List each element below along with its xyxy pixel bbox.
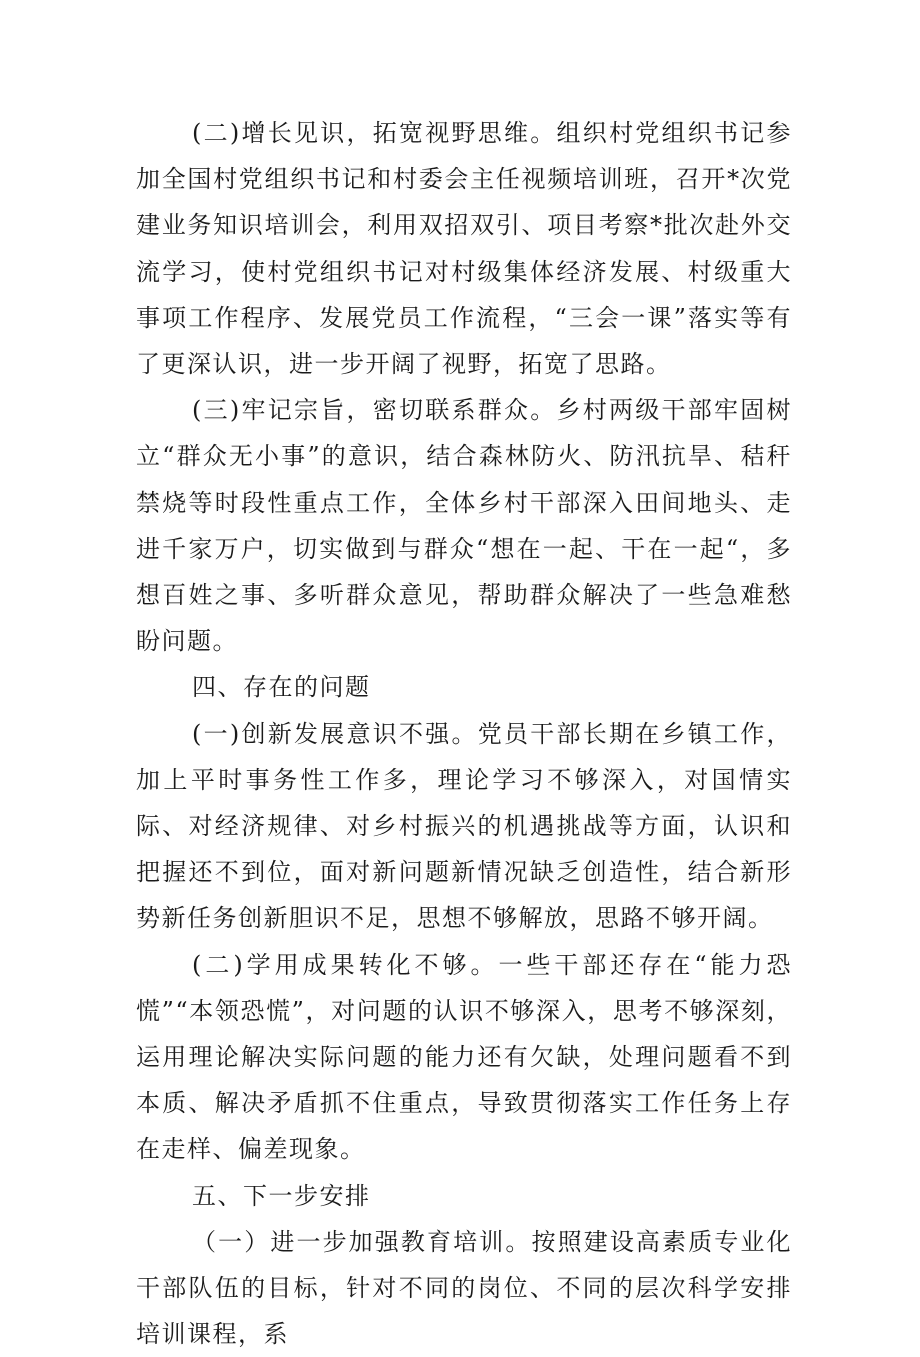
paragraph-learning-application: (二)学用成果转化不够。一些干部还存在“能力恐慌”“本领恐慌”，对问题的认识不够深入，思考不够深刻，运用理论解决实际问题的能力还有欠缺，处理问题看不到本质、解决矛盾抓不住重点，导致贯彻落实工作任务上存在走样、偏差现象。: [136, 950, 792, 1164]
section-heading-problems: 四、存在的问题: [192, 673, 371, 702]
section-heading-next-steps: 五、下一步安排: [192, 1181, 371, 1210]
paragraph-education-training: （一）进一步加强教育培训。按照建设高素质专业化干部队伍的目标，针对不同的岗位、不同的层次科学安排培训课程，系: [136, 1227, 792, 1349]
paragraph-broaden-horizons: (二)增长见识，拓宽视野思维。组织村党组织书记参加全国村党组织书记和村委会主任视频培训班，召开*次党建业务知识培训会，利用双招双引、项目考察*批次赴外交流学习，使村党组织书记对村级集体经济发展、村级重大事项工作程序、发展党员工作流程，“三会一课”落实等有了更深认识，进一步开阔了视野，拓宽了思路。: [136, 119, 792, 379]
document-body: [136, 110, 792, 1357]
paragraph-keep-purpose: (三)牢记宗旨，密切联系群众。乡村两级干部牢固树立“群众无小事”的意识，结合森林防火、防汛抗旱、秸秆禁烧等时段性重点工作，全体乡村干部深入田间地头、走进千家万户，切实做到与群众“想在一起、干在一起“，多想百姓之事、多听群众意见，帮助群众解决了一些急难愁盼问题。: [136, 396, 792, 656]
paragraph-innovation-awareness: (一)创新发展意识不强。党员干部长期在乡镇工作，加上平时事务性工作多，理论学习不够深入，对国情实际、对经济规律、对乡村振兴的机遇挑战等方面，认识和把握还不到位，面对新问题新情况缺乏创造性，结合新形势新任务创新胆识不足，思想不够解放，思路不够开阔。: [136, 719, 792, 933]
